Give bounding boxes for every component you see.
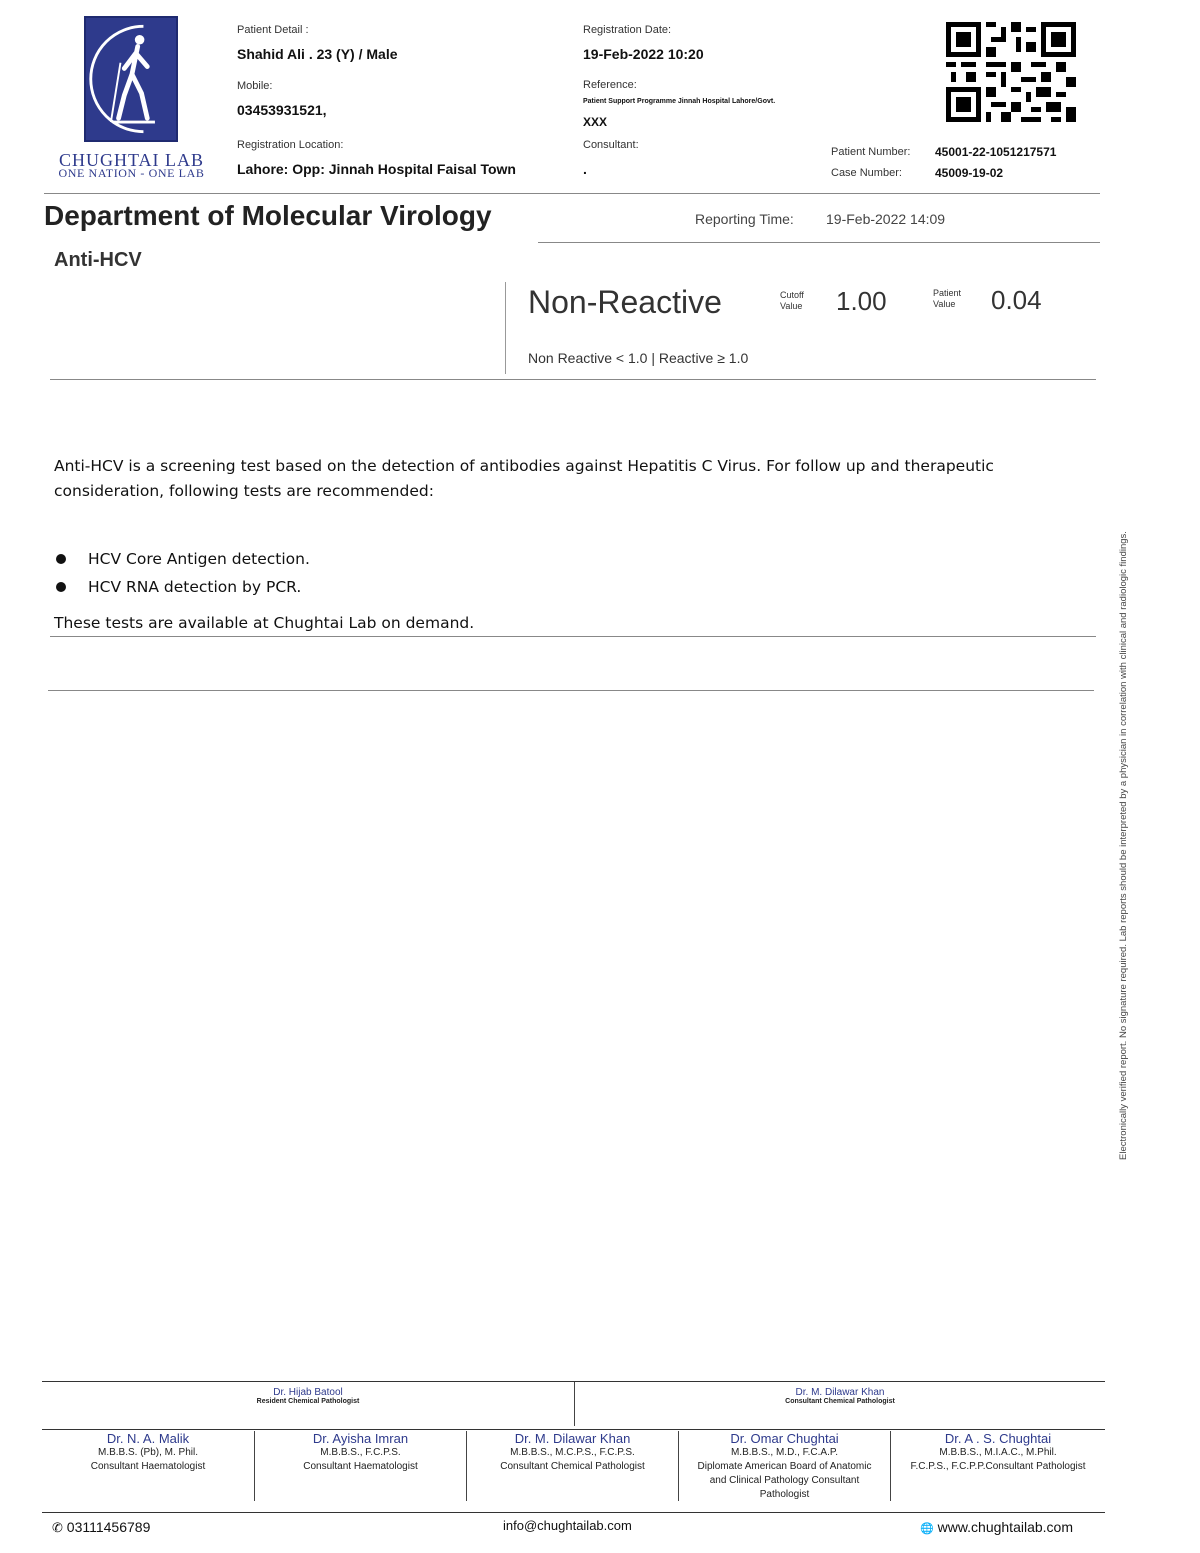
contact-phone[interactable]: [52, 1519, 150, 1536]
bullet-icon: [56, 582, 66, 592]
signatory-role: Consultant Chemical Pathologist: [785, 1398, 895, 1405]
doctor-card-malik: [42, 1431, 254, 1503]
lab-tagline: ONE NATION - ONE LAB: [58, 166, 205, 180]
signatory-role: Resident Chemical Pathologist: [256, 1398, 360, 1405]
content-end-divider: [48, 690, 1094, 691]
bullet-icon: [56, 554, 66, 564]
interpretation-paragraph: Anti-HCV is a screening test based on the detection of antibodies against Hepatitis C Virus. For follow up and therapeutic consideration, following tests are recommended:: [54, 457, 994, 500]
test-result: Non-Reactive: [528, 284, 722, 320]
patient-value-label-line1: Patient: [933, 288, 962, 298]
list-item: [54, 548, 310, 576]
registration-date-label: Registration Date:: [583, 24, 672, 36]
mobile-value: 03453931521,: [237, 102, 327, 118]
reporting-time-value: 19-Feb-2022 14:09: [826, 211, 946, 227]
website-url: www.chughtailab.com: [937, 1519, 1073, 1535]
doctor-name: Dr. Ayisha Imran: [312, 1431, 409, 1446]
contact-email[interactable]: info@chughtailab.com: [503, 1518, 632, 1533]
mobile-label: Mobile:: [237, 80, 273, 92]
globe-icon: 🌐: [920, 1523, 934, 1535]
doctor-qualification: M.B.B.S., F.C.P.S.: [320, 1447, 401, 1458]
reference-label: Reference:: [583, 79, 637, 91]
doctor-title: F.C.P.S., F.C.P.P.Consultant Pathologist: [910, 1461, 1086, 1472]
doctor-name: Dr. Omar Chughtai: [730, 1431, 839, 1446]
department-divider: [538, 242, 1100, 243]
chughtai-lab-logo: [84, 16, 178, 142]
cutoff-label-line2: Value: [780, 301, 803, 311]
reporting-time-label: Reporting Time:: [695, 211, 794, 227]
list-item-text: HCV Core Antigen detection.: [88, 550, 310, 568]
doctor-card-dilawar: [467, 1431, 678, 1503]
signatory-1: [42, 1387, 574, 1405]
department-title: Department of Molecular Virology: [44, 200, 492, 231]
walking-man-logo-icon: [86, 18, 176, 140]
doctor-card-omar: [679, 1431, 890, 1503]
registration-location-value: Lahore: Opp: Jinnah Hospital Faisal Town: [237, 161, 516, 177]
patient-detail-label: Patient Detail :: [237, 24, 309, 36]
doctor-title: Diplomate American Board of Anatomic: [697, 1461, 872, 1472]
patient-value-label: [933, 288, 961, 310]
case-number-value: 45009-19-02: [935, 166, 1004, 180]
doctor-title: Consultant Chemical Pathologist: [500, 1461, 645, 1472]
patient-detail-value: Shahid Ali . 23 (Y) / Male: [237, 46, 398, 62]
qr-code-icon: [946, 22, 1076, 122]
doctor-name: Dr. M. Dilawar Khan: [514, 1431, 631, 1446]
doctor-title-cont: and Clinical Pathology Consultant: [709, 1475, 860, 1486]
signatory-name: Dr. Hijab Batool: [273, 1387, 343, 1398]
case-number-label: Case Number:: [831, 167, 902, 179]
consultant-value: .: [583, 161, 587, 177]
notes-divider: [50, 636, 1096, 637]
cutoff-label-line1: Cutoff: [780, 290, 804, 300]
reference-ranges: Non Reactive < 1.0 | Reactive ≥ 1.0: [528, 350, 749, 366]
test-name: Anti-HCV: [54, 249, 142, 271]
recommended-tests-list: [54, 548, 310, 604]
patient-number-value: 45001-22-1051217571: [935, 145, 1057, 159]
registration-location-label: Registration Location:: [237, 139, 344, 151]
verification-side-note: Electronically verified report. No signature required. Lab reports should be interpreted by a physician in correlation with clinical and radiologic findings.: [1118, 531, 1129, 1160]
registration-date-value: 19-Feb-2022 10:20: [583, 46, 704, 62]
result-divider-bottom: [50, 379, 1096, 380]
doctor-title: Consultant Haematologist: [90, 1461, 206, 1472]
doctor-qualification: M.B.B.S. (Pb), M. Phil.: [97, 1447, 199, 1458]
phone-icon: ✆: [52, 1520, 63, 1535]
lab-name: CHUGHTAI LAB: [58, 150, 205, 170]
doctor-qualification: M.B.B.S., M.D., F.C.A.P.: [730, 1447, 839, 1458]
signatory-name: Dr. M. Dilawar Khan: [795, 1387, 885, 1398]
doctor-card-as-chughtai: [891, 1431, 1105, 1503]
doctor-title: Consultant Haematologist: [303, 1461, 418, 1472]
patient-value: 0.04: [991, 285, 1042, 315]
doctor-name: Dr. N. A. Malik: [106, 1431, 190, 1446]
doctor-card-imran: [255, 1431, 466, 1503]
doctor-title-cont: Pathologist: [759, 1489, 810, 1500]
reference-value-code: XXX: [583, 115, 608, 129]
patient-value-label-line2: Value: [933, 299, 956, 309]
signatory-2: [575, 1387, 1105, 1405]
doctor-qualification: M.B.B.S., M.I.A.C., M.Phil.: [939, 1447, 1057, 1458]
reference-value: Patient Support Programme Jinnah Hospital Lahore/Govt.: [583, 98, 776, 105]
patient-number-label: Patient Number:: [831, 146, 911, 158]
header-divider: [44, 193, 1100, 194]
cutoff-value: 1.00: [836, 286, 887, 316]
doctors-top-divider: [42, 1429, 1105, 1430]
result-divider: [505, 282, 506, 374]
phone-number: 03111456789: [66, 1519, 151, 1535]
doctor-qualification: M.B.B.S., M.C.P.S., F.C.P.S.: [510, 1447, 635, 1458]
list-item-text: HCV RNA detection by PCR.: [88, 578, 302, 596]
cutoff-label: [780, 290, 804, 312]
doctor-name: Dr. A . S. Chughtai: [944, 1431, 1052, 1446]
consultant-label: Consultant:: [583, 139, 639, 151]
list-item: [54, 576, 310, 604]
footer-bottom-divider: [42, 1512, 1105, 1513]
availability-note: These tests are available at Chughtai Lab on demand.: [54, 614, 475, 632]
contact-website[interactable]: [920, 1519, 1073, 1535]
